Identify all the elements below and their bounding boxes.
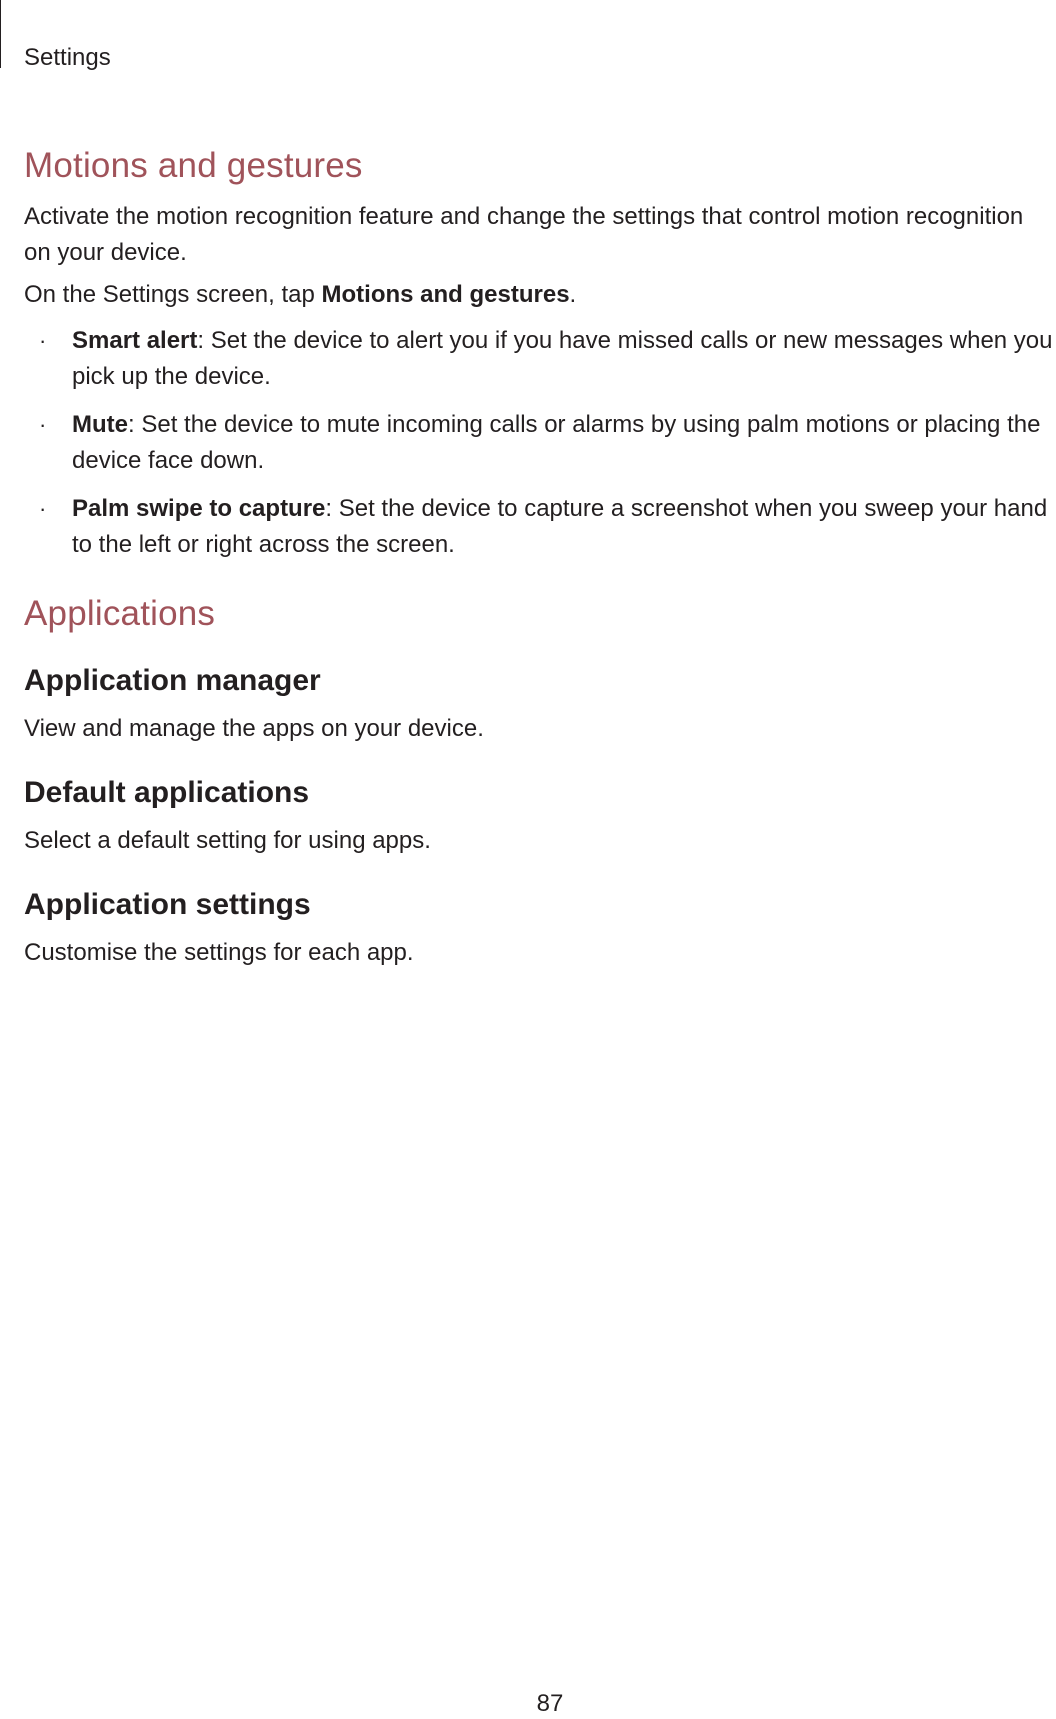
motions-options-list [24,323,1054,563]
option-smart-alert [24,323,1054,395]
option-description: : Set the device to mute incoming calls or alarms by using palm motions or placing the device face down. [72,411,1041,474]
default-applications-description: Select a default setting for using apps. [24,827,431,854]
instruction-menu-name: Motions and gestures [321,281,570,308]
option-term: Mute [72,411,128,438]
option-description: : Set the device to capture a screenshot when you sweep your hand to the left or right across the screen. [72,495,1048,558]
section-title-motions: Motions and gestures [24,146,363,185]
application-manager-description: View and manage the apps on your device. [24,715,484,742]
instruction-suffix: . [569,281,577,308]
option-description: : Set the device to alert you if you have missed calls or new messages when you pick up the device. [72,327,1053,390]
running-header: Settings [24,44,111,71]
subheading-application-manager: Application manager [24,664,321,697]
bullet-icon: · [39,328,47,353]
motions-instruction [24,277,1054,313]
bullet-icon: · [39,412,47,437]
option-term: Palm swipe to capture [72,495,326,522]
option-term: Smart alert [72,327,198,354]
application-settings-description: Customise the settings for each app. [24,939,414,966]
instruction-prefix: On the Settings screen, tap [24,281,322,308]
motions-intro: Activate the motion recognition feature and change the settings that control motion recognition on your device. [24,203,1024,266]
section-title-applications: Applications [24,594,216,633]
subheading-default-applications: Default applications [24,776,310,809]
bullet-icon: · [39,496,47,521]
option-mute [24,407,1054,479]
subheading-application-settings: Application settings [24,888,311,921]
option-palm-swipe-to-capture [24,491,1054,563]
header-rule [0,0,1,68]
page-content [24,145,1054,971]
page-number: 87 [536,1690,564,1717]
